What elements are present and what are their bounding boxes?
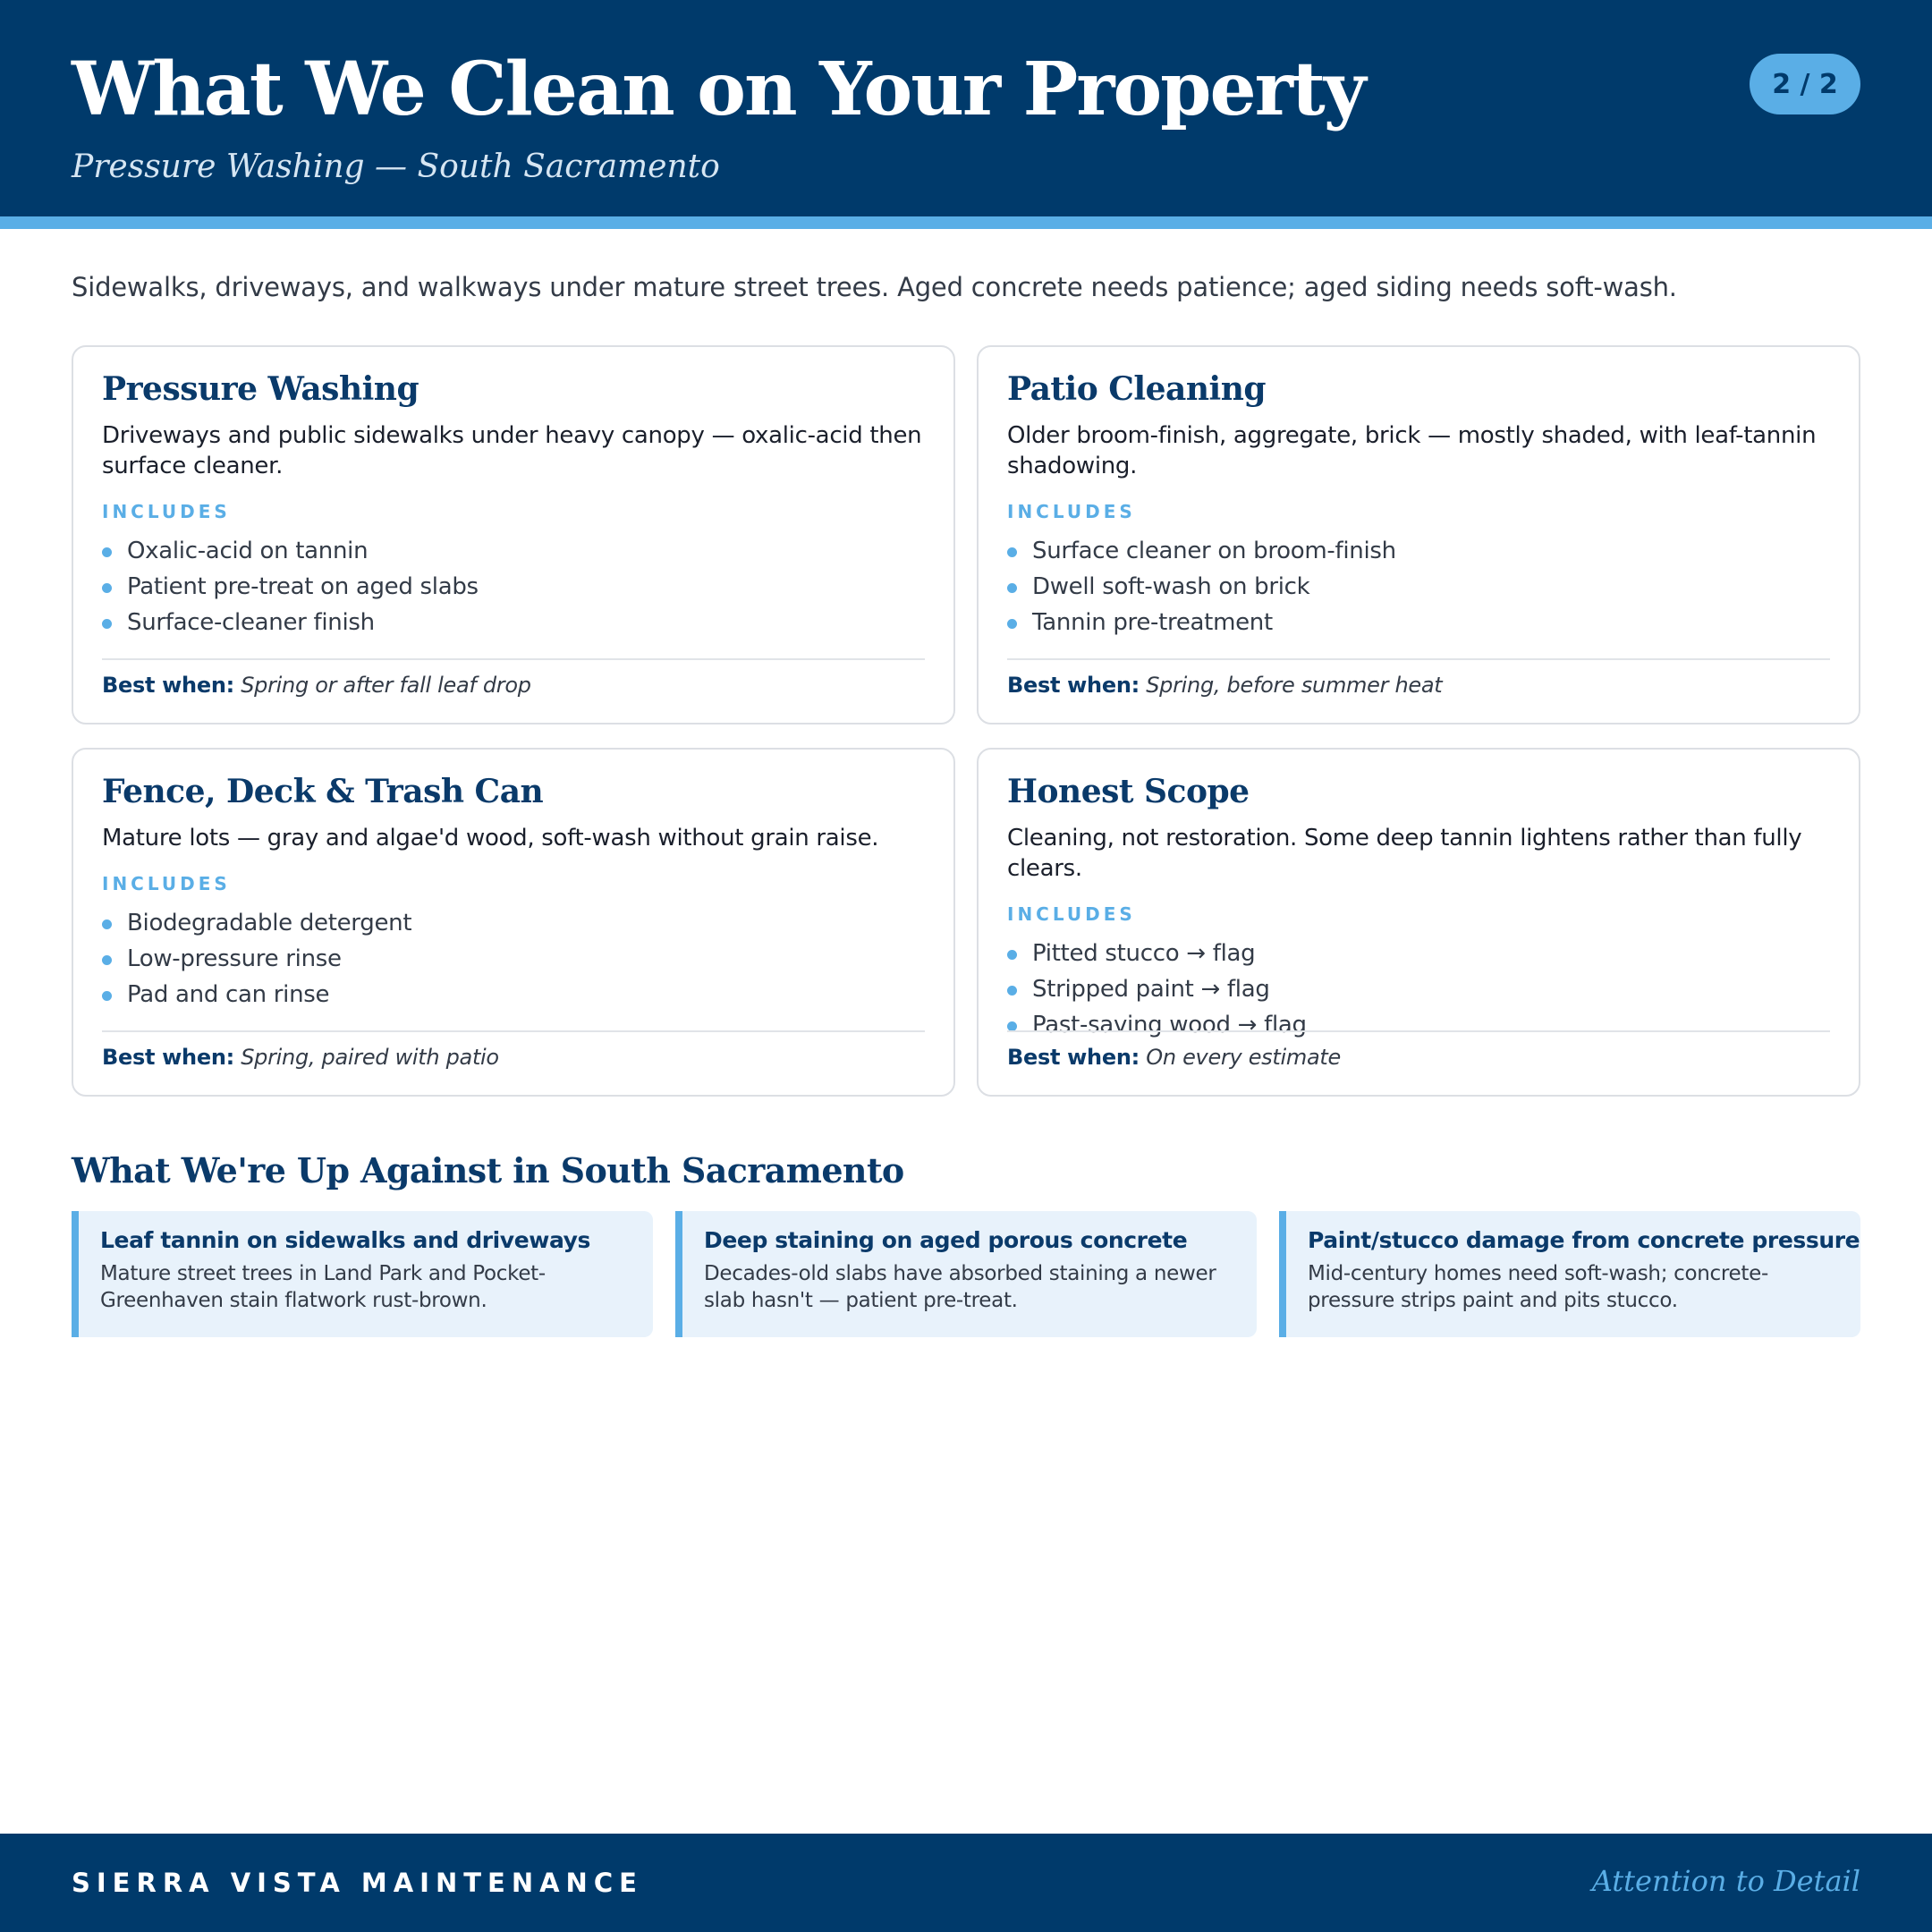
card-description: Cleaning, not restoration. Some deep tannin lightens rather than fully clears.	[1007, 825, 1802, 882]
includes-list	[1007, 533, 1830, 640]
card-description: Mature lots — gray and algae'd wood, soft-wash without grain raise.	[102, 825, 879, 852]
service-card-pressure-washing	[72, 345, 955, 724]
best-when-label: Best when:	[1007, 1045, 1140, 1070]
list-item: Low-pressure rinse	[102, 941, 925, 977]
list-item: Tannin pre-treatment	[1007, 605, 1830, 640]
list-item: Dwell soft-wash on brick	[1007, 569, 1830, 605]
list-item: Pad and can rinse	[102, 977, 925, 1013]
challenge-description: Mature street trees in Land Park and Pocket-Greenhaven stain flatwork rust-brown.	[100, 1262, 546, 1312]
best-when-value: Spring or after fall leaf drop	[241, 673, 531, 698]
intro-text: Sidewalks, driveways, and walkways under mature street trees. Aged concrete needs patience; aged siding needs soft-wash.	[72, 272, 1677, 302]
includes-label: INCLUDES	[102, 873, 231, 894]
best-when-value: On every estimate	[1146, 1045, 1341, 1070]
includes-label: INCLUDES	[1007, 501, 1136, 522]
best-when-label: Best when:	[102, 673, 234, 698]
challenge-description: Decades-old slabs have absorbed staining a newer slab hasn't — patient pre-treat.	[704, 1262, 1216, 1312]
challenge-card-deep-staining	[675, 1211, 1257, 1337]
includes-label: INCLUDES	[102, 501, 231, 522]
challenge-description: Mid-century homes need soft-wash; concrete-pressure strips paint and pits stucco.	[1308, 1262, 1768, 1312]
card-title: Patio Cleaning	[1007, 370, 1267, 408]
list-item: Past-saving wood → flag	[1007, 1007, 1830, 1043]
best-when-label: Best when:	[102, 1045, 234, 1070]
list-item: Stripped paint → flag	[1007, 971, 1830, 1007]
card-title: Pressure Washing	[102, 370, 419, 408]
challenges-section-title: What We're Up Against in South Sacramento	[72, 1150, 904, 1191]
includes-label: INCLUDES	[1007, 903, 1136, 925]
card-description: Older broom-finish, aggregate, brick — mostly shaded, with leaf-tannin shadowing.	[1007, 422, 1817, 479]
page-indicator-badge: 2 / 2	[1750, 54, 1860, 114]
challenge-title: Paint/stucco damage from concrete pressure	[1308, 1227, 1860, 1253]
best-when-row	[1007, 658, 1830, 698]
service-card-patio-cleaning	[977, 345, 1860, 724]
challenge-title: Deep staining on aged porous concrete	[704, 1227, 1188, 1253]
page-subtitle: Pressure Washing — South Sacramento	[72, 148, 720, 185]
best-when-label: Best when:	[1007, 673, 1140, 698]
card-description: Driveways and public sidewalks under heavy canopy — oxalic-acid then surface cleaner.	[102, 422, 922, 479]
list-item: Biodegradable detergent	[102, 905, 925, 941]
service-card-honest-scope	[977, 748, 1860, 1097]
best-when-row	[102, 1030, 925, 1070]
company-brand: SIERRA VISTA MAINTENANCE	[72, 1868, 643, 1898]
list-item: Oxalic-acid on tannin	[102, 533, 925, 569]
includes-list	[102, 905, 925, 1013]
best-when-value: Spring, paired with patio	[241, 1045, 499, 1070]
service-card-fence-deck-trash-can	[72, 748, 955, 1097]
challenge-title: Leaf tannin on sidewalks and driveways	[100, 1227, 591, 1253]
company-tagline: Attention to Detail	[1591, 1864, 1860, 1898]
page-footer	[0, 1834, 1932, 1932]
challenge-card-paint-stucco-damage	[1279, 1211, 1860, 1337]
page-title: What We Clean on Your Property	[72, 47, 1365, 132]
challenge-card-leaf-tannin	[72, 1211, 653, 1337]
list-item: Patient pre-treat on aged slabs	[102, 569, 925, 605]
best-when-row	[1007, 1030, 1830, 1070]
best-when-row	[102, 658, 925, 698]
list-item: Surface cleaner on broom-finish	[1007, 533, 1830, 569]
challenges-list	[72, 1211, 1860, 1337]
best-when-value: Spring, before summer heat	[1146, 673, 1443, 698]
includes-list	[1007, 936, 1830, 1043]
service-cards	[72, 345, 1860, 1097]
list-item: Pitted stucco → flag	[1007, 936, 1830, 971]
list-item: Surface-cleaner finish	[102, 605, 925, 640]
page-header	[0, 0, 1932, 229]
card-title: Honest Scope	[1007, 773, 1250, 810]
includes-list	[102, 533, 925, 640]
card-title: Fence, Deck & Trash Can	[102, 773, 544, 810]
